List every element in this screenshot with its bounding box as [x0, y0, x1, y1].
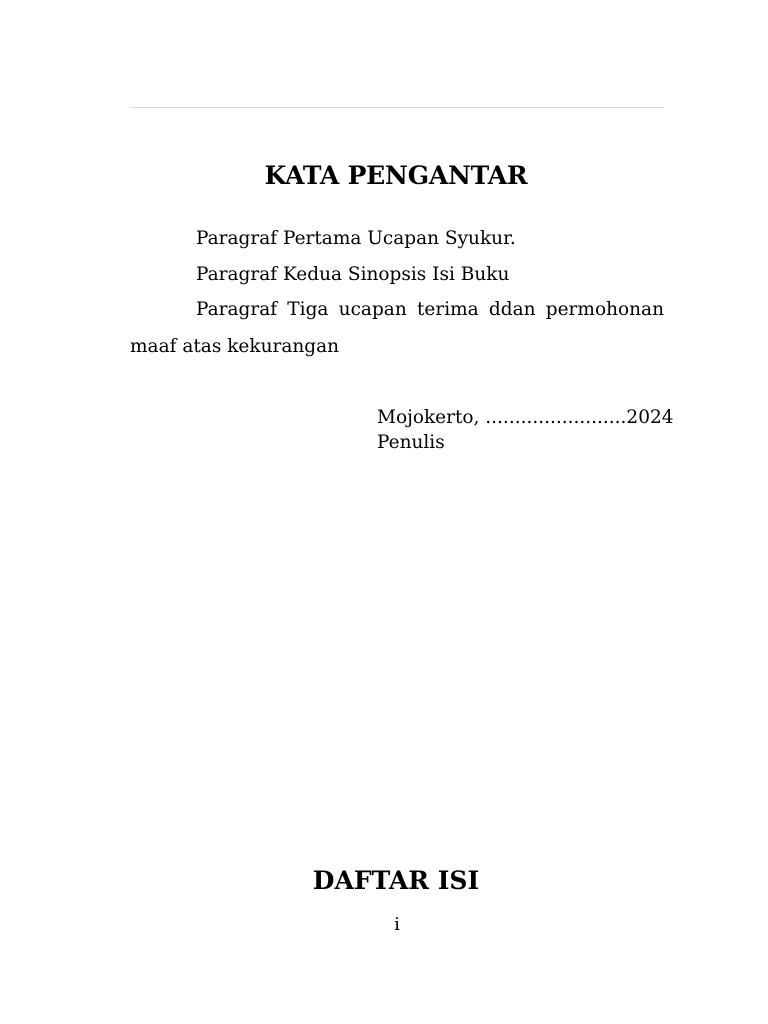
kata-pengantar-title: KATA PENGANTAR: [264, 161, 528, 190]
paragraph-third-text: Paragraf Tiga ucapan terima ddan permohonan maaf atas kekurangan: [130, 299, 664, 357]
paragraph-first-text: Paragraf Pertama Ucapan Syukur.: [196, 228, 516, 249]
paragraph-first: [130, 220, 664, 257]
daftar-isi-title: DAFTAR ISI: [312, 866, 480, 895]
top-divider: [130, 107, 664, 108]
signature-place-date: Mojokerto, ........................2024: [377, 407, 674, 428]
paragraph-second: [130, 256, 664, 293]
paragraph-second-text: Paragraf Kedua Sinopsis Isi Buku: [196, 264, 510, 285]
paragraph-third: [130, 291, 664, 365]
signature-author: Penulis: [377, 432, 445, 453]
page-number: i: [394, 914, 400, 935]
